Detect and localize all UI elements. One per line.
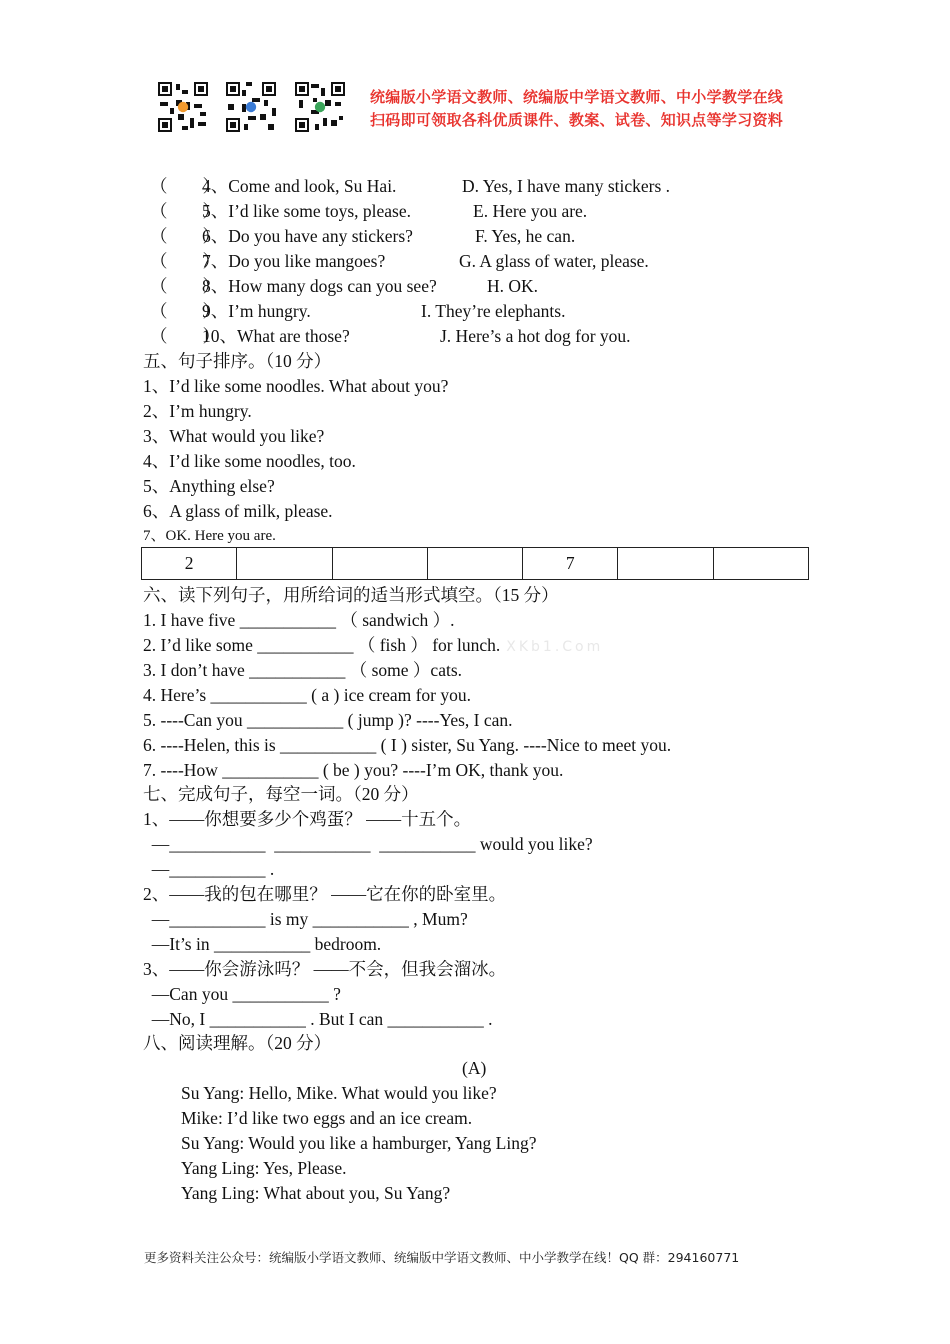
qr-code-icon bbox=[156, 80, 210, 134]
answer-blank[interactable]: （ ） bbox=[150, 276, 220, 296]
section-title: 五、句子排序。（10 分） bbox=[143, 351, 332, 371]
choice-text: G. A glass of water, please. bbox=[459, 251, 649, 271]
section-title: 七、完成句子，每空一词。（20 分） bbox=[143, 784, 419, 804]
list-item: 2、I’m hungry. bbox=[143, 401, 252, 421]
promo-line-1: 统编版小学语文教师、统编版中学语文教师、中小学教学在线 bbox=[370, 88, 784, 106]
answer-blank[interactable]: （ ） bbox=[150, 176, 220, 196]
dialog-line: Yang Ling: What about you, Su Yang? bbox=[181, 1183, 451, 1203]
qr-code-icon bbox=[293, 80, 347, 134]
qr-code-icon bbox=[224, 80, 278, 134]
question-text: 9、I’m hungry. bbox=[202, 301, 311, 321]
list-item: 1. I have five ___________ （ sandwich ）. bbox=[143, 610, 455, 630]
dialog-line: Yang Ling: Yes, Please. bbox=[181, 1158, 347, 1178]
list-item: 1、I’d like some noodles. What about you? bbox=[143, 376, 449, 396]
list-item: 5、Anything else? bbox=[143, 476, 275, 496]
matching-row bbox=[150, 200, 810, 222]
matching-row bbox=[150, 300, 810, 322]
question-text: 4、Come and look, Su Hai. bbox=[202, 176, 397, 196]
answer-cell[interactable] bbox=[427, 548, 522, 580]
passage-label: (A) bbox=[462, 1058, 487, 1078]
list-item: 6. ----Helen, this is ___________ ( I ) sister, Su Yang. ----Nice to meet you. bbox=[143, 735, 672, 755]
list-item: 7、OK. Here you are. bbox=[143, 528, 276, 544]
promo-header bbox=[156, 80, 816, 136]
question-text: 7、Do you like mangoes? bbox=[202, 251, 386, 271]
answer-cell[interactable] bbox=[237, 548, 332, 580]
answer-cell[interactable] bbox=[618, 548, 713, 580]
promo-text bbox=[370, 86, 783, 132]
answer-blank[interactable]: （ ） bbox=[150, 301, 220, 321]
dialog-line: Su Yang: Hello, Mike. What would you like? bbox=[181, 1083, 497, 1103]
answer-table bbox=[141, 547, 809, 580]
choice-text: H. OK. bbox=[487, 276, 539, 296]
choice-text: E. Here you are. bbox=[473, 201, 588, 221]
dialog-line: Su Yang: Would you like a hamburger, Yang Ling? bbox=[181, 1133, 537, 1153]
section-title: 八、阅读理解。（20 分） bbox=[143, 1033, 332, 1053]
question-text: 6、Do you have any stickers? bbox=[202, 226, 413, 246]
answer-cell[interactable]: 2 bbox=[142, 548, 237, 580]
matching-row bbox=[150, 325, 810, 347]
table-row bbox=[142, 548, 809, 580]
list-item: 7. ----How ___________ ( be ) you? ----I’m OK, thank you. bbox=[143, 760, 564, 780]
answer-blank[interactable]: （ ） bbox=[150, 326, 220, 346]
question-text: 10、What are those? bbox=[202, 326, 350, 346]
answer-blank[interactable]: （ ） bbox=[150, 251, 220, 271]
list-item: —___________ . bbox=[143, 859, 275, 879]
choice-text: J. Here’s a hot dog for you. bbox=[440, 326, 631, 346]
list-item: 3、——你会游泳吗？ ——不会，但我会溜冰。 bbox=[143, 959, 507, 979]
watermark: XKb1.Com bbox=[506, 639, 604, 655]
matching-row bbox=[150, 275, 810, 297]
list-item: —No, I ___________ . But I can ___________ . bbox=[143, 1009, 493, 1029]
matching-row bbox=[150, 250, 810, 272]
choice-text: F. Yes, he can. bbox=[475, 226, 576, 246]
list-item: 1、——你想要多少个鸡蛋？ ——十五个。 bbox=[143, 809, 472, 829]
answer-cell[interactable] bbox=[713, 548, 808, 580]
choice-text: D. Yes, I have many stickers . bbox=[462, 176, 671, 196]
list-item: 4、I’d like some noodles, too. bbox=[143, 451, 356, 471]
list-item: 3、What would you like? bbox=[143, 426, 325, 446]
answer-blank[interactable]: （ ） bbox=[150, 201, 220, 221]
question-text: 8、How many dogs can you see? bbox=[202, 276, 437, 296]
list-item: —___________ ___________ ___________ would you like? bbox=[143, 834, 593, 854]
list-item: 3. I don’t have ___________ （ some ）cats. bbox=[143, 660, 463, 680]
list-item: 5. ----Can you ___________ ( jump )? ----Yes, I can. bbox=[143, 710, 513, 730]
list-item: —___________ is my ___________ , Mum? bbox=[143, 909, 468, 929]
answer-blank[interactable]: （ ） bbox=[150, 226, 220, 246]
dialog-line: Mike: I’d like two eggs and an ice cream. bbox=[181, 1108, 473, 1128]
list-item-text: 2. I’d like some ___________ （ fish ） for lunch. bbox=[143, 635, 501, 655]
answer-cell[interactable]: 7 bbox=[523, 548, 618, 580]
answer-cell[interactable] bbox=[332, 548, 427, 580]
list-item bbox=[143, 634, 603, 658]
choice-text: I. They’re elephants. bbox=[421, 301, 566, 321]
page-footer: 更多资料关注公众号：统编版小学语文教师、统编版中学语文教师、中小学教学在线！QQ 群：294160771 bbox=[144, 1250, 740, 1265]
list-item: 4. Here’s ___________ ( a ) ice cream for you. bbox=[143, 685, 472, 705]
list-item: 2、——我的包在哪里？ ——它在你的卧室里。 bbox=[143, 884, 507, 904]
list-item: 6、A glass of milk, please. bbox=[143, 501, 333, 521]
matching-row bbox=[150, 225, 810, 247]
question-text: 5、I’d like some toys, please. bbox=[202, 201, 411, 221]
list-item: —Can you ___________ ? bbox=[143, 984, 341, 1004]
list-item: —It’s in ___________ bedroom. bbox=[143, 934, 382, 954]
section-title: 六、读下列句子，用所给词的适当形式填空。（15 分） bbox=[143, 585, 559, 605]
promo-line-2: 扫码即可领取各科优质课件、教案、试卷、知识点等学习资料 bbox=[370, 111, 784, 129]
matching-row bbox=[150, 175, 810, 197]
